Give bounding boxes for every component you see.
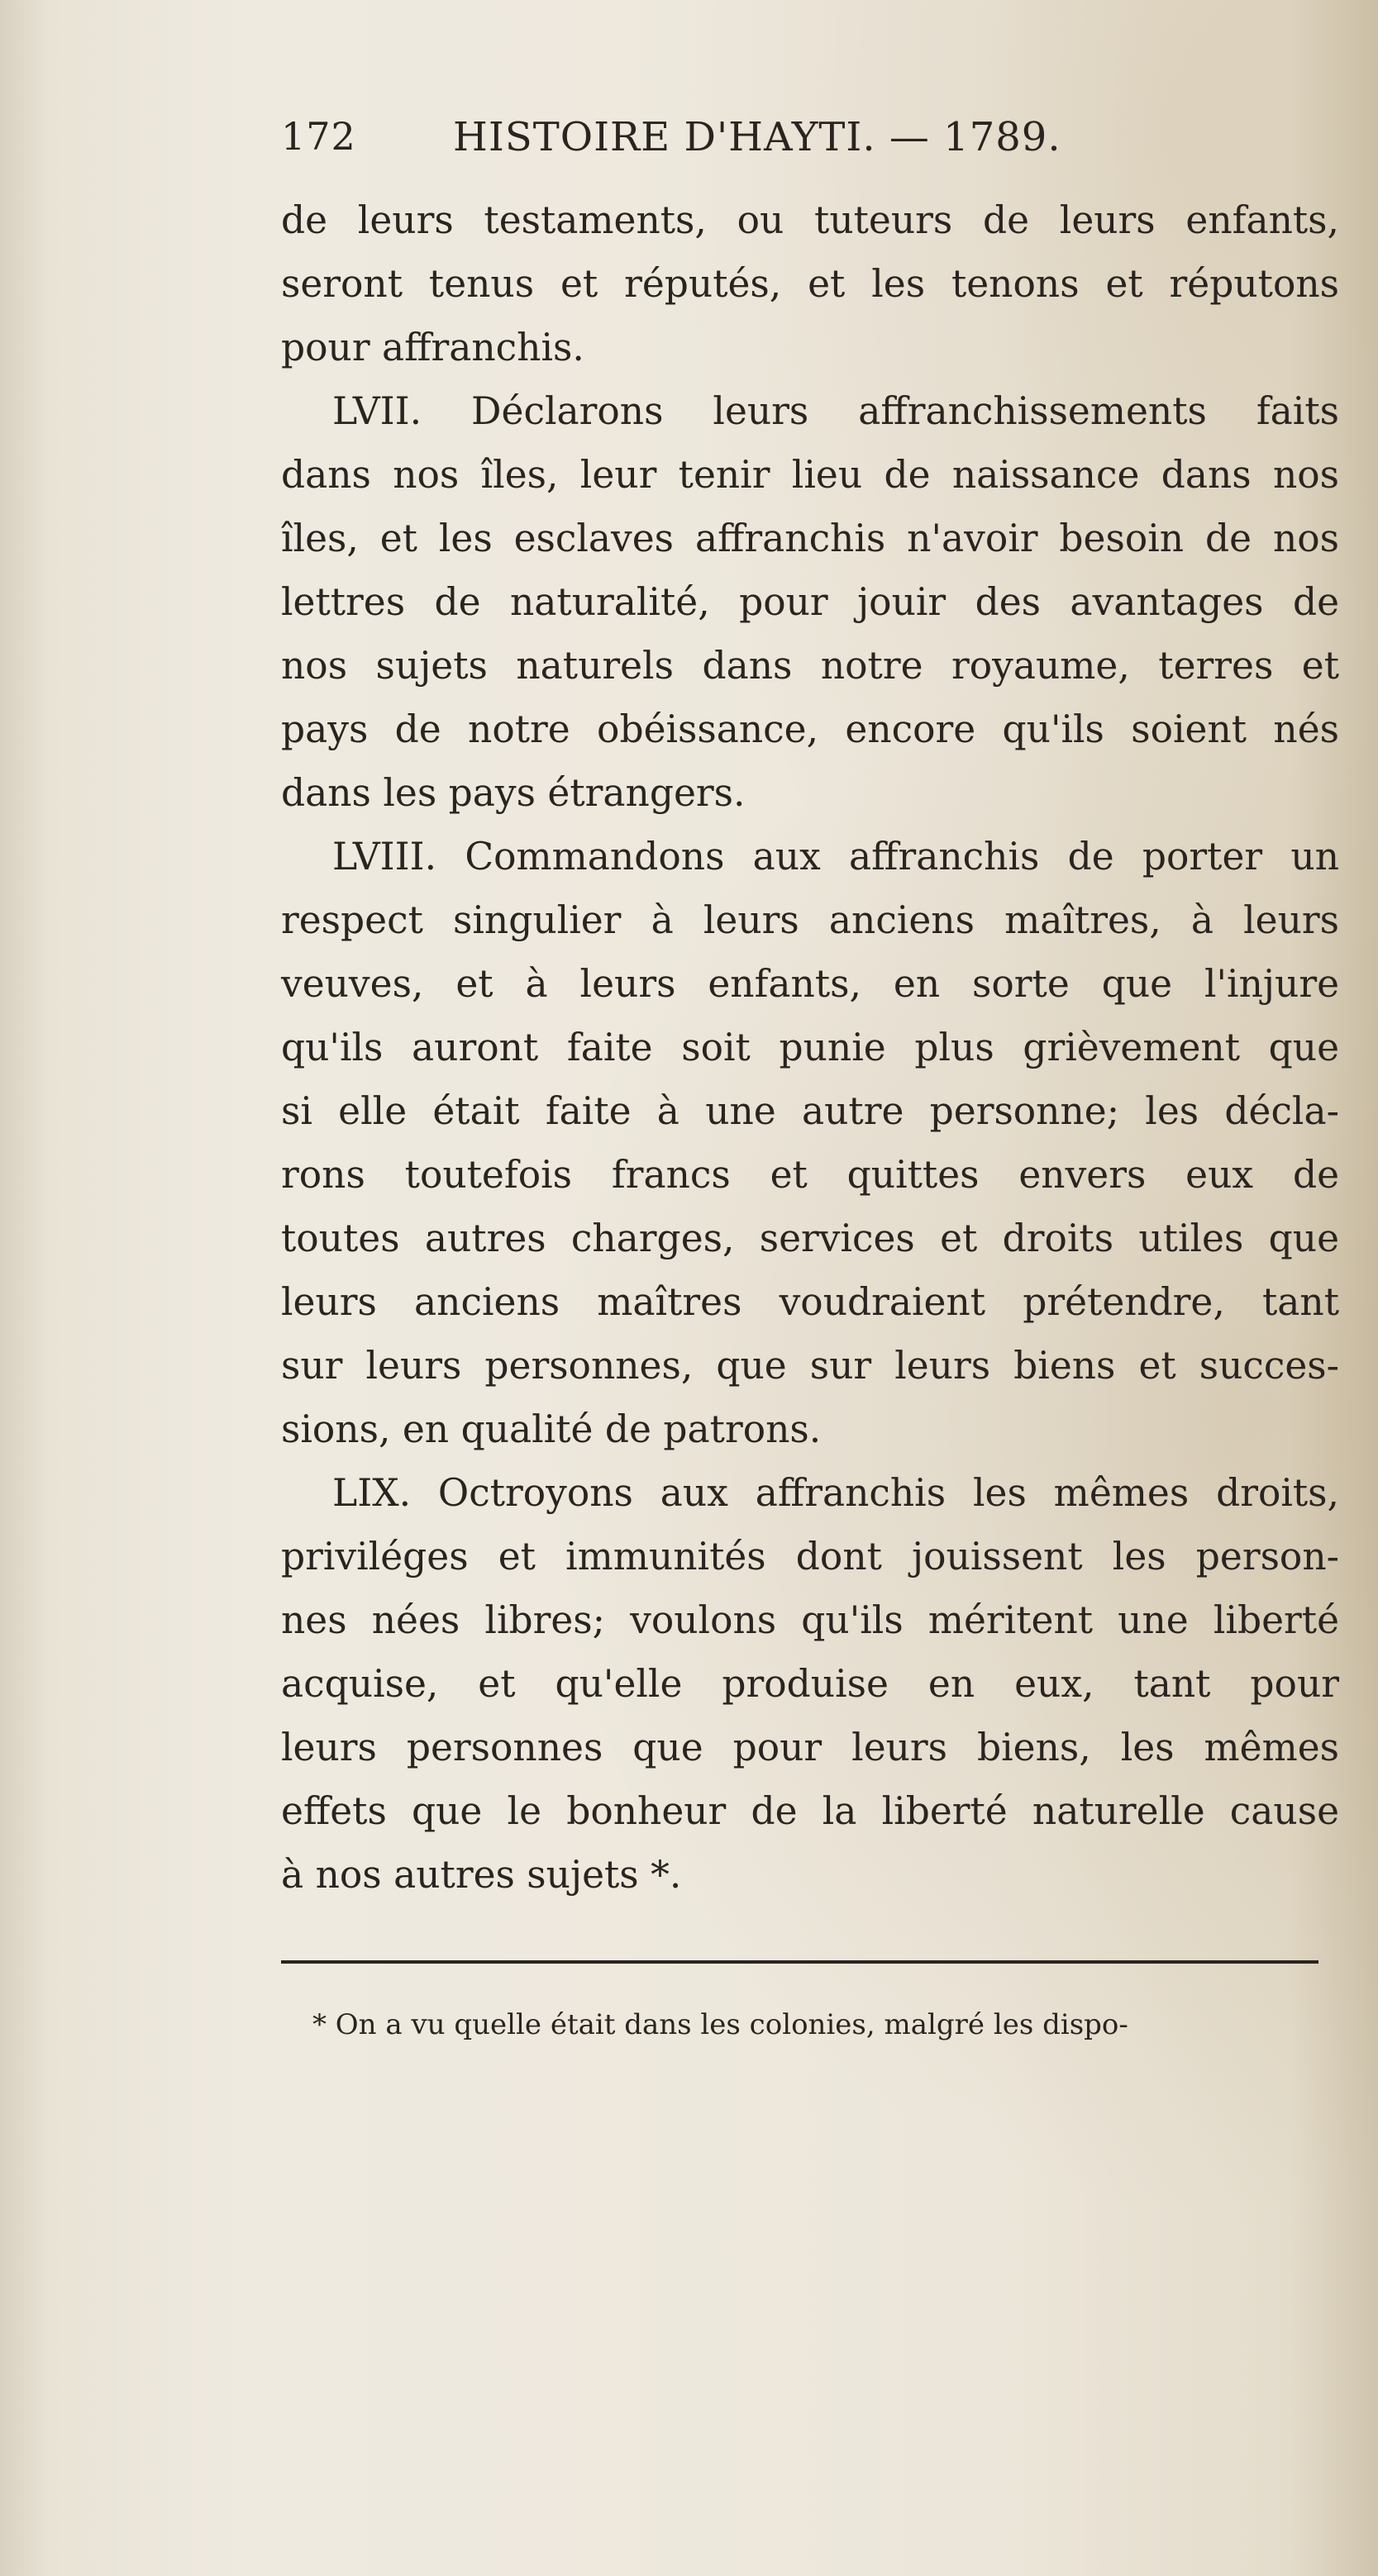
text-line: îles, et les esclaves affranchis n'avoir besoin de nos: [281, 517, 1339, 560]
text-line: leurs personnes que pour leurs biens, les mêmes: [281, 1726, 1339, 1769]
text-line: à nos autres sujets *.: [281, 1853, 682, 1897]
text-line: acquise, et qu'elle produise en eux, tant pour: [281, 1662, 1339, 1706]
text-line: respect singulier à leurs anciens maîtres, à leurs: [281, 898, 1339, 942]
text-line: priviléges et immunités dont jouissent les person-: [281, 1535, 1339, 1578]
footnote-divider: [281, 1960, 1318, 1964]
text-line: sur leurs personnes, que sur leurs biens et succes-: [281, 1344, 1339, 1388]
text-line: sions, en qualité de patrons.: [281, 1407, 822, 1451]
page-header: [281, 114, 1190, 180]
text-line: veuves, et à leurs enfants, en sorte que l'injure: [281, 962, 1339, 1006]
text-line: nos sujets naturels dans notre royaume, terres et: [281, 644, 1339, 688]
text-line: toutes autres charges, services et droits utiles que: [281, 1217, 1339, 1260]
text-line: rons toutefois francs et quittes envers eux de: [281, 1153, 1339, 1197]
text-line: nes nées libres; voulons qu'ils méritent une liberté: [281, 1598, 1339, 1642]
text-line: effets que le bonheur de la liberté naturelle cause: [281, 1789, 1339, 1833]
text-line: pour affranchis.: [281, 326, 584, 369]
running-title: HISTOIRE D'HAYTI. — 1789.: [453, 114, 1061, 160]
article-lix-first-line: LIX. Octroyons aux affranchis les mêmes droits,: [332, 1471, 1339, 1515]
body-text: [281, 188, 1339, 1907]
article-lviii-first-line: LVIII. Commandons aux affranchis de porter un: [332, 835, 1339, 879]
text-line: dans les pays étrangers.: [281, 771, 746, 815]
footnote: * On a vu quelle était dans les colonies, malgré les dispo-: [312, 2008, 1128, 2041]
page-number: 172: [281, 114, 356, 159]
text-line: pays de notre obéissance, encore qu'ils soient nés: [281, 707, 1339, 751]
text-line: de leurs testaments, ou tuteurs de leurs enfants,: [281, 198, 1339, 242]
article-lvii-first-line: LVII. Déclarons leurs affranchissements faits: [332, 389, 1339, 433]
text-line: qu'ils auront faite soit punie plus grièvement que: [281, 1026, 1339, 1069]
text-line: si elle était faite à une autre personne; les décla-: [281, 1089, 1339, 1133]
text-line: leurs anciens maîtres voudraient prétendre, tant: [281, 1280, 1339, 1324]
text-line: seront tenus et réputés, et les tenons et réputons: [281, 262, 1339, 306]
text-line: dans nos îles, leur tenir lieu de naissance dans nos: [281, 453, 1339, 497]
text-line: lettres de naturalité, pour jouir des avantages de: [281, 580, 1339, 624]
